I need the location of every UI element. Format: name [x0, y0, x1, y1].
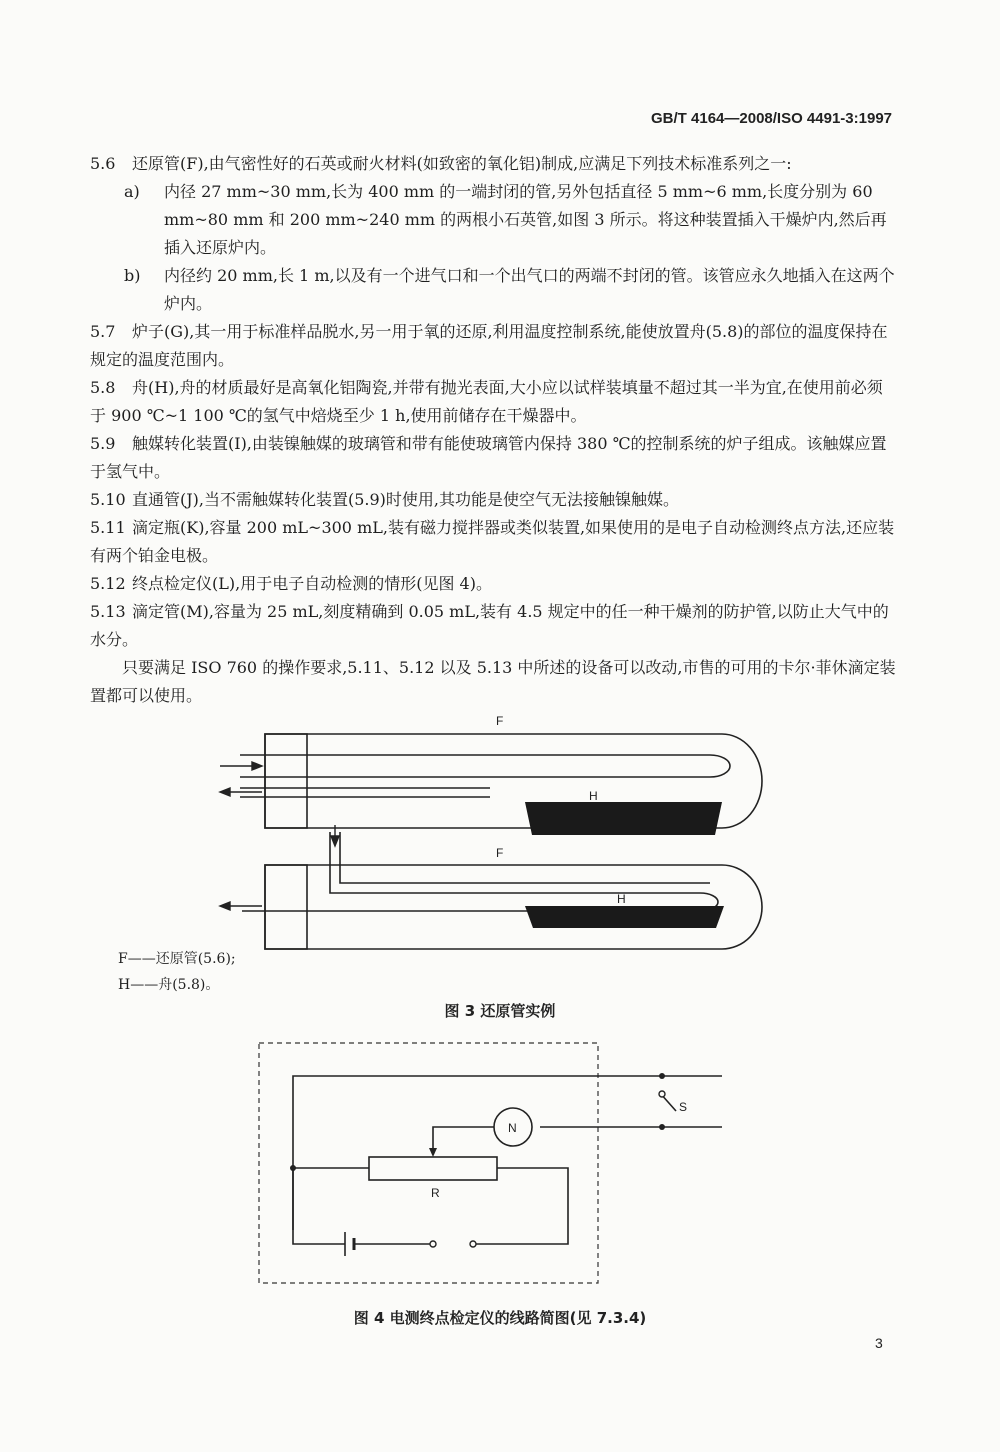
figure-3-caption: 图 3 还原管实例 [444, 1002, 556, 1020]
section-text: 滴定瓶(K),容量 200 mL~300 mL,装有磁力搅拌器或类似装置,如果使用的是电子自动检测终点方法,还应装有两个铂金电极。 [90, 518, 895, 565]
electrode-terminal-2 [470, 1241, 476, 1247]
boat-h [525, 802, 722, 835]
supply-wire [293, 1076, 722, 1230]
section-number: 5.6 [90, 154, 116, 173]
section-5-7 [90, 318, 898, 374]
legend-item-h: H——舟(5.8)。 [118, 977, 220, 993]
closing-paragraph: 只要满足 ISO 760 的操作要求,5.11、5.12 以及 5.13 中所述的设备可以改动,市售的可用的卡尔·菲休滴定装置都可以使用。 [90, 658, 896, 705]
section-5-12 [90, 570, 898, 598]
page-number: 3 [875, 1335, 883, 1351]
boat-h-2 [525, 906, 724, 928]
section-text: 炉子(G),其一用于标准样品脱水,另一用于氧的还原,利用温度控制系统,能使放置舟(5.8)的部位的温度保持在规定的温度范围内。 [90, 322, 888, 369]
item-text: 内径约 20 mm,长 1 m,以及有一个进气口和一个出气口的两端不封闭的管。该管应永久地插入在这两个炉内。 [164, 266, 895, 313]
item-label: a) [124, 182, 140, 201]
section-number: 5.12 [90, 574, 126, 593]
tube-stopper-2 [265, 865, 307, 949]
section-text: 舟(H),舟的材质最好是高氧化铝陶瓷,并带有抛光表面,大小应以试样装填量不超过其一半为宜,在使用前必须于 900 ℃~1 100 ℃的氢气中焙烧至少 1 h,使用前储存在干燥器中。 [90, 378, 883, 425]
inner-quartz-tube-2 [242, 832, 718, 911]
section-text: 还原管(F),由气密性好的石英或耐火材料(如致密的氧化铝)制成,应满足下列技术标准系列之一: [132, 154, 792, 173]
section-5-8 [90, 374, 898, 430]
instrument-boundary [259, 1043, 598, 1283]
list-item-b [90, 262, 898, 318]
label-h-2: H [617, 892, 626, 906]
section-number: 5.9 [90, 434, 116, 453]
section-number: 5.10 [90, 490, 126, 509]
section-5-10 [90, 486, 898, 514]
standard-header: GB/T 4164—2008/ISO 4491-3:1997 [651, 110, 892, 127]
figure-4-caption: 图 4 电测终点检定仪的线路简图(见 7.3.4) [353, 1309, 647, 1327]
section-5-11 [90, 514, 898, 570]
label-s: S [679, 1100, 688, 1114]
section-number: 5.13 [90, 602, 126, 621]
figure-3-legend [118, 946, 236, 998]
document-body [90, 150, 898, 710]
section-text: 终点检定仪(L),用于电子自动检测的情形(见图 4)。 [132, 574, 492, 593]
item-text: 内径 27 mm~30 mm,长为 400 mm 的一端封闭的管,另外包括直径 5 mm~6 mm,长度分别为 60 mm~80 mm 和 200 mm~240 mm 的两根小石英管,如图 3 所示。将这种装置插入干燥炉内,然后再插入还原炉内。 [164, 182, 887, 257]
label-n: N [508, 1121, 517, 1135]
tube-stopper [265, 734, 307, 828]
resistor-r [369, 1157, 497, 1180]
label-h: H [589, 789, 598, 803]
label-f: F [496, 714, 504, 728]
electrode-terminal [430, 1241, 436, 1247]
inner-quartz-tube [240, 755, 730, 777]
section-number: 5.11 [90, 518, 126, 537]
label-r: R [431, 1186, 440, 1200]
figure-4-circuit [0, 1035, 1000, 1295]
wiper-arrow [429, 1148, 437, 1157]
section-5-9 [90, 430, 898, 486]
section-5-13 [90, 598, 898, 654]
section-number: 5.7 [90, 322, 116, 341]
section-5-6 [90, 150, 898, 178]
section-text: 触媒转化装置(I),由装镍触媒的玻璃管和带有能使玻璃管内保持 380 ℃的控制系统的炉子组成。该触媒应置于氢气中。 [90, 434, 887, 481]
list-item-a [90, 178, 898, 262]
section-text: 滴定管(M),容量为 25 mL,刻度精确到 0.05 mL,装有 4.5 规定中的任一种干燥剂的防护管,以防止大气中的水分。 [90, 602, 889, 649]
legend-item-f: F——还原管(5.6); [118, 951, 236, 967]
figure-3-diagram [0, 700, 1000, 950]
item-label: b) [124, 266, 141, 285]
section-text: 直通管(J),当不需触媒转化装置(5.9)时使用,其功能是使空气无法接触镍触媒。 [132, 490, 680, 509]
section-number: 5.8 [90, 378, 116, 397]
label-f-2: F [496, 846, 504, 860]
